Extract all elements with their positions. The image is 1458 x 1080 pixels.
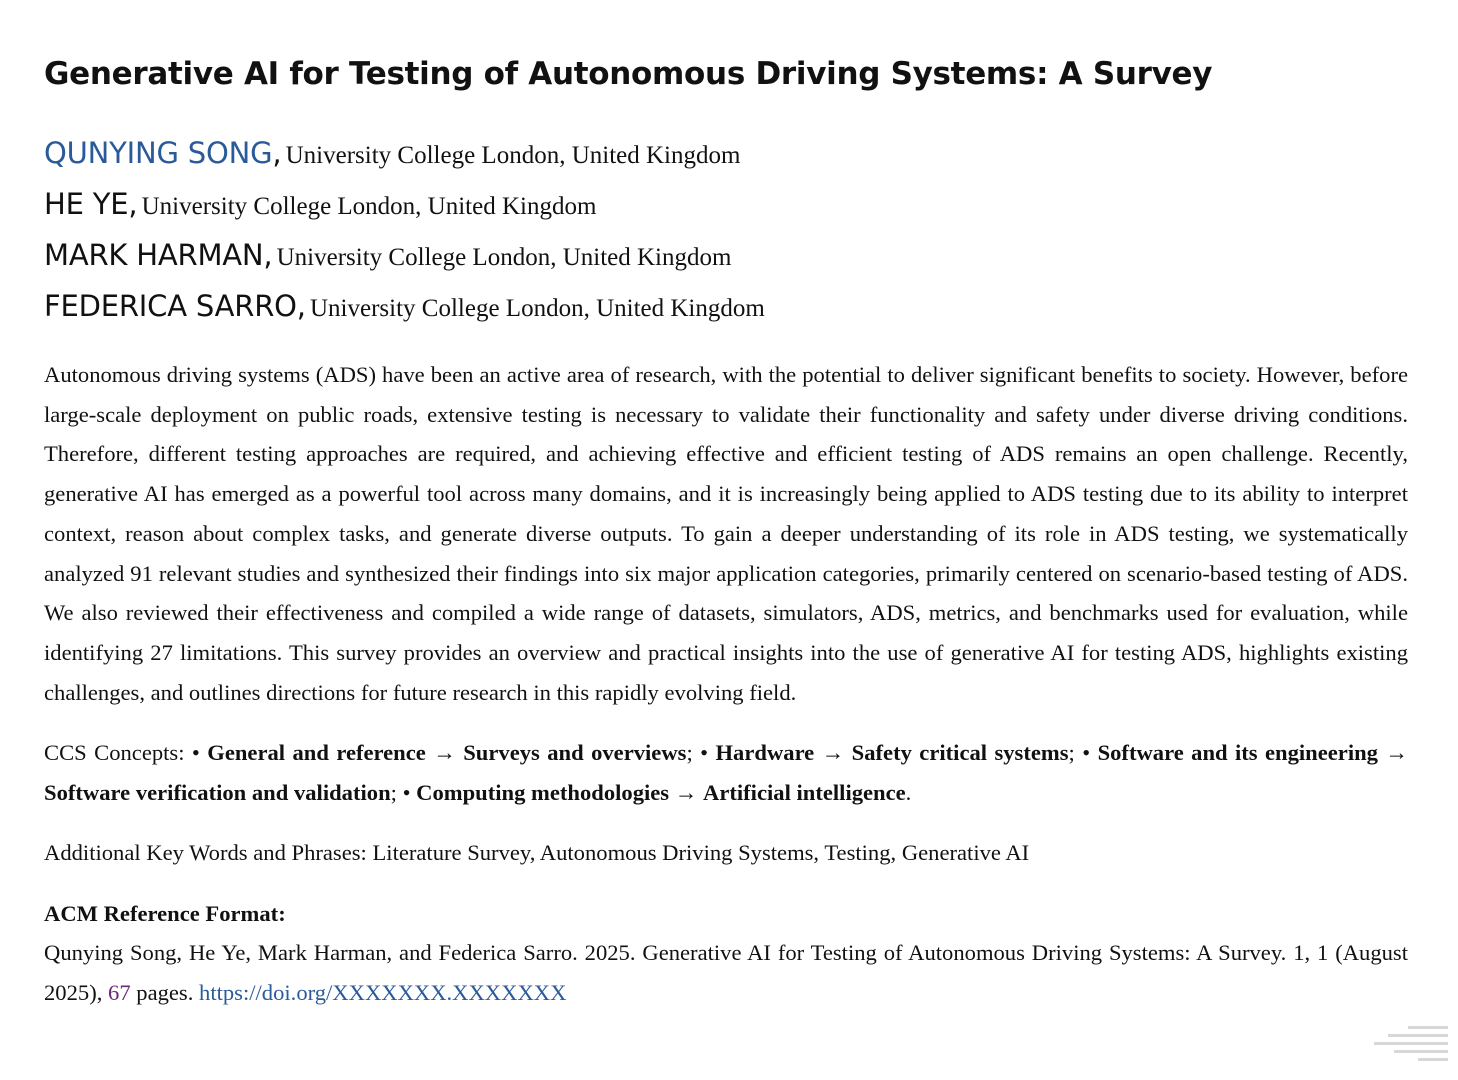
ccs-concept: Software verification and validation bbox=[44, 779, 391, 805]
paper-title: Generative AI for Testing of Autonomous Driving Systems: A Survey bbox=[44, 56, 1213, 92]
ccs-concept: Safety critical systems bbox=[851, 740, 1069, 766]
page-count-suffix: pages. bbox=[136, 979, 194, 1005]
author-affiliation: University College London, United Kingdom bbox=[276, 244, 732, 271]
ccs-separator: ; bbox=[1068, 740, 1075, 766]
ccs-separator: . bbox=[905, 779, 912, 805]
ccs-concept: Artificial intelligence bbox=[703, 779, 906, 805]
author-entry bbox=[44, 230, 1408, 281]
author-name: FEDERICA SARRO bbox=[44, 289, 297, 323]
author-name-link[interactable]: QUNYING SONG bbox=[44, 136, 273, 170]
author-separator: , bbox=[296, 289, 306, 323]
ccs-concepts bbox=[44, 733, 1408, 812]
author-affiliation: University College London, United Kingdom bbox=[285, 142, 741, 169]
author-separator: , bbox=[128, 187, 138, 221]
ccs-arrow: → bbox=[674, 779, 698, 805]
ccs-arrow: → bbox=[1385, 740, 1408, 766]
ccs-arrow: → bbox=[433, 740, 456, 766]
ccs-category: Software and its engineering bbox=[1097, 740, 1378, 766]
citation-text: Qunying Song, He Ye, Mark Harman, and Federica Sarro. 2025. Generative AI for Testing of Autonomous Driving Systems: A Survey. 1, 1 (August 2025), bbox=[44, 940, 1408, 1005]
author-list bbox=[44, 128, 1408, 332]
keywords-text: Literature Survey, Autonomous Driving Systems, Testing, Generative AI bbox=[372, 840, 1030, 866]
ccs-separator: ; bbox=[390, 779, 397, 805]
ccs-concept: Surveys and overviews bbox=[463, 740, 687, 766]
abstract: Autonomous driving systems (ADS) have been an active area of research, with the potential to deliver significant benefits to society. However, before large-scale deployment on public roads, extensive testing is necessary to validate their functionality and safety under diverse driving conditions. Therefore, different testing approaches are required, and achieving effective and efficient testing of ADS remains an open challenge. Recently, generative AI has emerged as a powerful tool across many domains, and it is increasingly being applied to ADS testing due to its ability to interpret context, reason about complex tasks, and generate diverse outputs. To gain a deeper understanding of its role in ADS testing, we systematically analyzed 91 relevant studies and synthesized their findings into six major application categories, primarily centered on scenario-based testing of ADS. We also reviewed their effectiveness and compiled a wide range of datasets, simulators, ADS, metrics, and benchmarks used for evaluation, while identifying 27 limitations. This survey provides an overview and practical insights into the use of generative AI for testing ADS, highlights existing challenges, and outlines directions for future research in this rapidly evolving field. bbox=[44, 362, 1408, 705]
paper-first-page bbox=[44, 50, 1408, 1012]
ccs-category: Computing methodologies bbox=[416, 779, 670, 805]
page-count-link[interactable]: 67 bbox=[108, 979, 131, 1005]
author-name: HE YE bbox=[44, 187, 129, 221]
reference-format-heading: ACM Reference Format: bbox=[44, 900, 286, 926]
ccs-bullet: • bbox=[700, 740, 709, 766]
author-entry bbox=[44, 281, 1408, 332]
page-corner-watermark bbox=[1372, 1022, 1448, 1068]
author-name: MARK HARMAN bbox=[44, 238, 264, 272]
keywords bbox=[44, 833, 1408, 873]
ccs-separator: ; bbox=[686, 740, 693, 766]
author-affiliation: University College London, United Kingdom bbox=[310, 295, 765, 322]
author-entry bbox=[44, 179, 1408, 230]
author-affiliation: University College London, United Kingdom bbox=[141, 193, 597, 220]
author-separator: , bbox=[272, 136, 282, 170]
ccs-category: Hardware bbox=[715, 740, 815, 766]
keywords-label: Additional Key Words and Phrases: bbox=[44, 840, 367, 866]
ccs-label: CCS Concepts: bbox=[44, 740, 185, 766]
ccs-bullet: • bbox=[402, 779, 411, 805]
ccs-bullet: • bbox=[191, 740, 200, 766]
author-separator: , bbox=[263, 238, 273, 272]
author-entry bbox=[44, 128, 1408, 179]
ccs-bullet: • bbox=[1082, 740, 1091, 766]
ccs-arrow: → bbox=[821, 740, 845, 766]
ccs-category: General and reference bbox=[207, 740, 426, 766]
doi-link[interactable]: https://doi.org/XXXXXXX.XXXXXXX bbox=[199, 979, 567, 1005]
reference-format-citation bbox=[44, 933, 1408, 1012]
